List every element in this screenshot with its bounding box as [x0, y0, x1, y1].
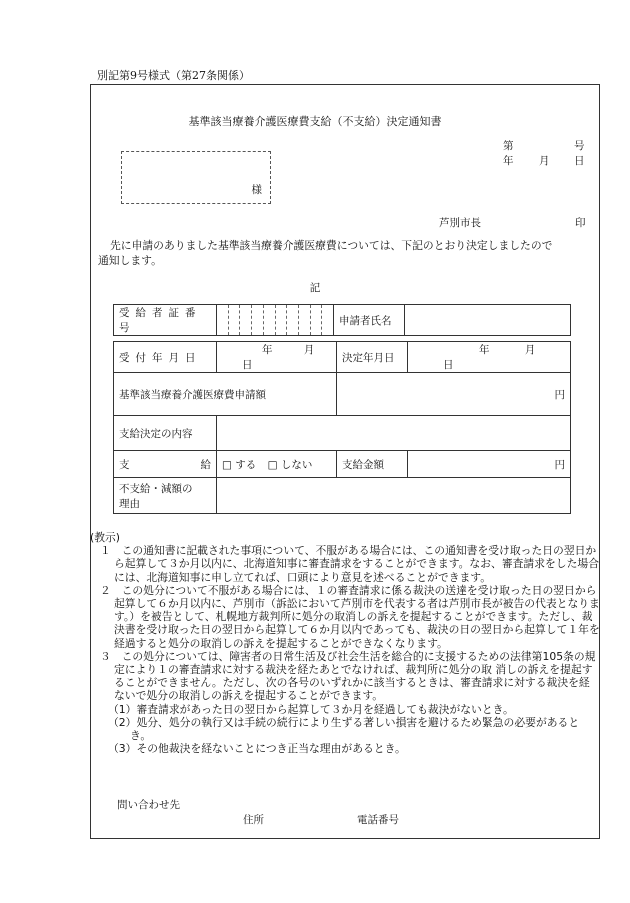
reason-label-line-1: 不支給・減額の	[119, 482, 193, 495]
contact-label: 問い合わせ先	[117, 799, 180, 811]
digit-box[interactable]	[322, 305, 333, 335]
decision-year: 年	[479, 344, 490, 356]
payment-yen: 円	[554, 458, 565, 471]
date-month: 月	[539, 155, 550, 167]
received-year: 年	[262, 344, 273, 356]
recipient-table	[113, 304, 571, 336]
reason-label-line-2: 理由	[119, 497, 140, 510]
request-amount-field[interactable]	[337, 373, 571, 416]
date-year: 年	[503, 155, 514, 167]
received-date-field[interactable]	[217, 342, 337, 373]
decision-content-label: 支給決定の内容	[114, 416, 217, 451]
applicant-name-field[interactable]	[405, 305, 571, 336]
payment-label-b: 給	[200, 458, 211, 471]
digit-box[interactable]	[229, 305, 241, 335]
intro-line-1: 先に申請のありました基準該当療養介護医療費については、下記のとおり決定しましたので	[110, 239, 553, 252]
payment-option-yes[interactable]: □ する	[222, 458, 257, 471]
applicant-name-label: 申請者氏名	[334, 305, 405, 336]
issuer-name: 芦別市長	[439, 217, 481, 229]
reason-field[interactable]	[217, 478, 571, 514]
notice-subitem-3-text: その他裁決を経ないことにつき正当な理由があるとき。	[136, 742, 406, 756]
ki-heading: 記	[309, 282, 321, 294]
notice-subitem-2	[104, 716, 600, 742]
notice-subitem-1-text: 審査請求があった日の翌日から起算して３か月を経過しても裁決がないとき。	[136, 702, 514, 716]
notice-item-3-no: ３	[100, 649, 111, 663]
decision-date-field[interactable]	[408, 342, 571, 373]
decision-date-label: 決定年月日	[337, 342, 408, 373]
payment-option-no[interactable]: □ しない	[267, 458, 313, 471]
notice-subitem-2-no: （2）	[108, 715, 137, 729]
notice-subitem-2-text: 処分、処分の執行又は手続の続行により生ずる著しい損害を避けるため緊急の必要があるとき。	[130, 715, 580, 743]
notice-item-1	[96, 544, 600, 584]
notice-subitem-3	[104, 742, 600, 755]
payment-label	[114, 451, 217, 478]
decision-month: 月	[524, 344, 536, 356]
reason-label	[114, 478, 217, 514]
digit-box[interactable]	[287, 305, 299, 335]
number-go: 号	[574, 140, 585, 152]
seal-mark: 印	[575, 217, 586, 229]
contact-address-label: 住所	[243, 814, 264, 826]
decision-content-field[interactable]	[217, 416, 571, 451]
number-dai: 第	[503, 140, 514, 152]
addressee-suffix: 様	[251, 184, 262, 196]
request-amount-label: 基準該当療養介護医療費申請額	[114, 373, 337, 416]
request-yen: 円	[554, 388, 565, 401]
payment-amount-field[interactable]	[408, 451, 571, 478]
intro-line-2: 通知します。	[98, 254, 162, 267]
notice-heading: (教示)	[90, 531, 121, 544]
payment-amount-label: 支給金額	[337, 451, 408, 478]
digit-box[interactable]	[311, 305, 323, 335]
recipient-number-cells[interactable]	[217, 305, 334, 336]
notice-item-2-no: ２	[100, 583, 111, 597]
notice-subitem-1-no: （1）	[108, 702, 137, 716]
received-month: 月	[303, 344, 315, 356]
payment-label-a: 支	[119, 458, 130, 471]
notice-item-3	[96, 650, 600, 703]
notice-subitem-1	[104, 703, 600, 716]
received-date-label: 受付年月日	[114, 342, 217, 373]
intro-text	[98, 238, 598, 268]
digit-box[interactable]	[264, 305, 276, 335]
notice-subitem-3-no: （3）	[108, 742, 137, 756]
date-day: 日	[574, 155, 585, 167]
contact-phone-label: 電話番号	[357, 814, 399, 826]
notice-item-1-no: １	[100, 544, 111, 558]
decision-table	[113, 341, 571, 514]
appeal-notice	[90, 531, 600, 756]
document-title: 基準該当療養介護医療費支給（不支給）決定通知書	[188, 115, 442, 128]
digit-box[interactable]	[217, 305, 229, 335]
digit-box[interactable]	[252, 305, 264, 335]
recipient-number-label: 受給者証番号	[114, 305, 217, 336]
digit-box[interactable]	[240, 305, 252, 335]
notice-item-3-text: この処分については、障害者の日常生活及び社会生活を総合的に支援するための法律第105条の規定により１の審査請求に対する裁決を経たあとでなければ、裁判所に処分の取 消しの訴えを提起することができません。ただし、次の各号のいずれかに該当するときは、審査請求に対する裁決を経ないで処分の取消しの訴えを提起することができます。	[114, 649, 596, 703]
addressee-box[interactable]	[121, 151, 271, 204]
form-reference: 別記第9号様式（第27条関係）	[97, 69, 250, 82]
digit-boxes[interactable]	[217, 305, 333, 335]
notice-item-2	[96, 584, 600, 650]
notice-item-2-text: この処分について不服がある場合には、１の審査請求に係る裁決の送達を受け取った日の翌日から起算して６か月以内に、芦別市（訴訟において芦別市を代表する者は芦別市長が被告の代表となります。）を被告として、札幌地方裁判所に処分の取消しの訴えを提起することができます。ただし、裁決書を受け取った日の翌日から起算して６か月以内であっても、裁決の日の翌日から起算して１年を経過すると処分の取消しの訴えを提起することができなくなります。	[114, 583, 600, 650]
payment-options	[217, 451, 337, 478]
notice-item-1-text: この通知書に記載された事項について、不服がある場合には、この通知書を受け取った日の翌日から起算して３か月以内に、北海道知事に審査請求をすることができます。なお、審査請求をした場合には、北海道知事に申し立てれば、口頭により意見を述べることができます。	[114, 544, 599, 584]
digit-box[interactable]	[276, 305, 288, 335]
received-day: 日	[242, 359, 253, 371]
digit-box[interactable]	[299, 305, 311, 335]
decision-day: 日	[443, 359, 454, 371]
